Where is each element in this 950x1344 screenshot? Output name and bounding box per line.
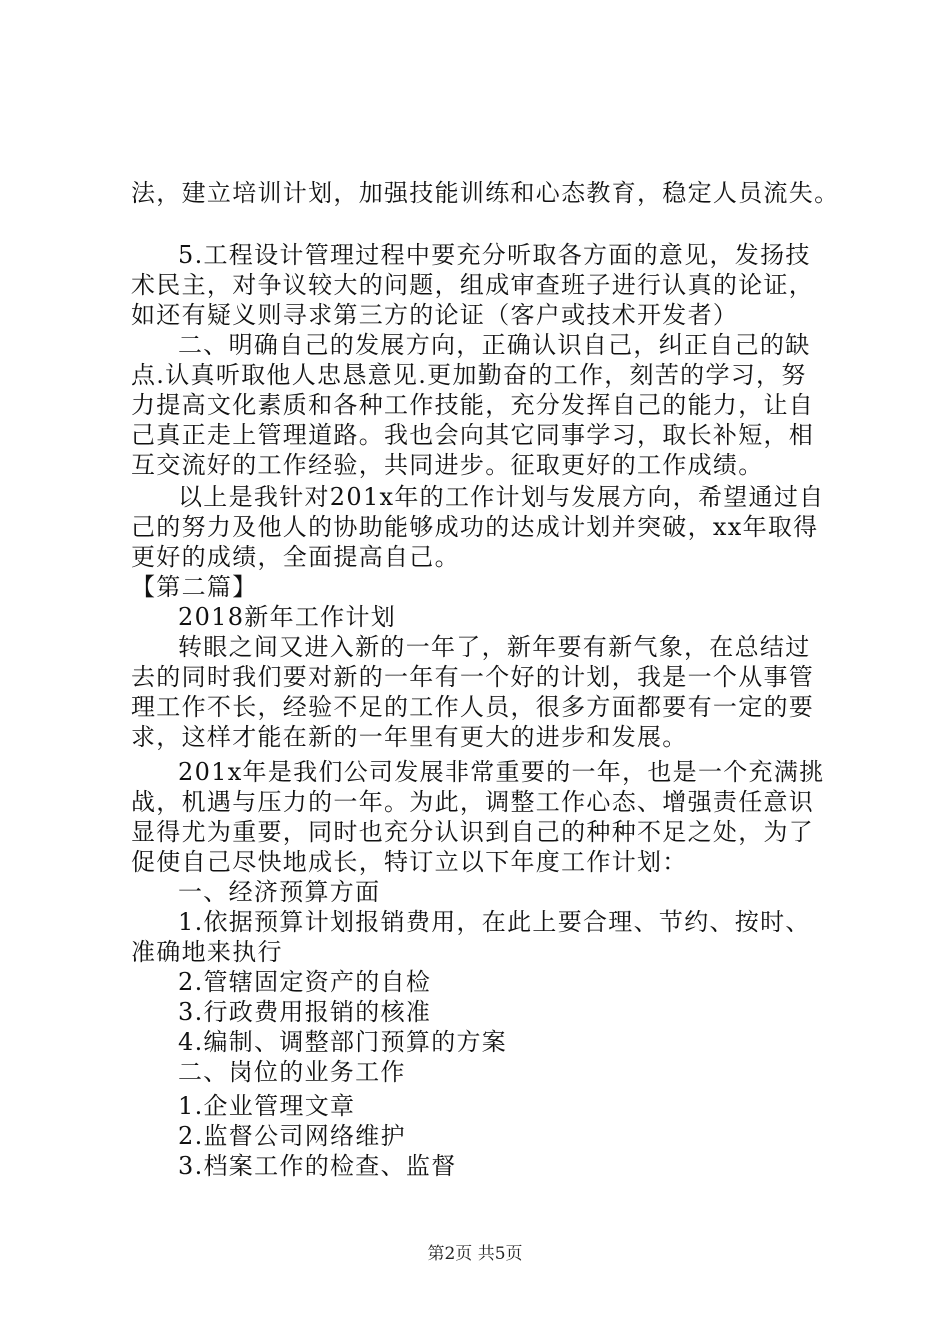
text-line: 战，机遇与压力的一年。为此，调整工作心态、增强责任意识 (131, 788, 815, 816)
page-footer: 第2页 共5页 (427, 1244, 523, 1264)
text-line: 去的同时我们要对新的一年有一个好的计划，我是一个从事管 (131, 663, 815, 691)
list-item: 1.企业管理文章 (178, 1092, 356, 1120)
list-item: 1.依据预算计划报销费用，在此上要合理、节约、按时、 (178, 908, 811, 936)
text-line: 己的努力及他人的协助能够成功的达成计划并突破，xx年取得 (131, 513, 819, 541)
text-line: 己真正走上管理道路。我也会向其它同事学习，取长补短，相 (131, 421, 815, 449)
text-line: 5.工程设计管理过程中要充分听取各方面的意见，发扬技 (178, 241, 811, 269)
text-line: 理工作不长，经验不足的工作人员，很多方面都要有一定的要 (131, 693, 815, 721)
list-item: 4.编制、调整部门预算的方案 (178, 1028, 508, 1056)
text-line: 201x年是我们公司发展非常重要的一年，也是一个充满挑 (178, 758, 825, 786)
text-line: 如还有疑义则寻求第三方的论证（客户或技术开发者） (131, 301, 739, 329)
list-item: 2.管辖固定资产的自检 (178, 968, 432, 996)
text-line: 二、明确自己的发展方向，正确认识自己，纠正自己的缺 (178, 331, 811, 359)
text-line: 互交流好的工作经验，共同进步。征取更好的工作成绩。 (131, 451, 764, 479)
text-line: 转眼之间又进入新的一年了，新年要有新气象，在总结过 (178, 633, 811, 661)
section-heading: 【第二篇】 (131, 573, 258, 601)
text-line: 法，建立培训计划，加强技能训练和心态教育，稳定人员流失。 (131, 179, 840, 207)
text-line: 术民主，对争议较大的问题，组成审查班子进行认真的论证， (131, 271, 815, 299)
list-heading: 二、岗位的业务工作 (178, 1058, 406, 1086)
text-line: 显得尤为重要，同时也充分认识到自己的种种不足之处，为了 (131, 818, 815, 846)
text-line: 促使自己尽快地成长，特订立以下年度工作计划： (131, 848, 688, 876)
text-line: 以上是我针对201x年的工作计划与发展方向，希望通过自 (178, 483, 825, 511)
text-line: 点.认真听取他人忠恳意见.更加勤奋的工作，刻苦的学习，努 (131, 361, 807, 389)
list-item: 3.行政费用报销的核准 (178, 998, 432, 1026)
list-item: 准确地来执行 (131, 938, 283, 966)
document-title: 2018新年工作计划 (178, 603, 397, 631)
text-line: 求，这样才能在新的一年里有更大的进步和发展。 (131, 723, 688, 751)
list-heading: 一、经济预算方面 (178, 878, 381, 906)
text-line: 力提高文化素质和各种工作技能，充分发挥自己的能力，让自 (131, 391, 815, 419)
text-line: 更好的成绩，全面提高自己。 (131, 543, 460, 571)
list-item: 3.档案工作的检查、监督 (178, 1152, 457, 1180)
list-item: 2.监督公司网络维护 (178, 1122, 406, 1150)
